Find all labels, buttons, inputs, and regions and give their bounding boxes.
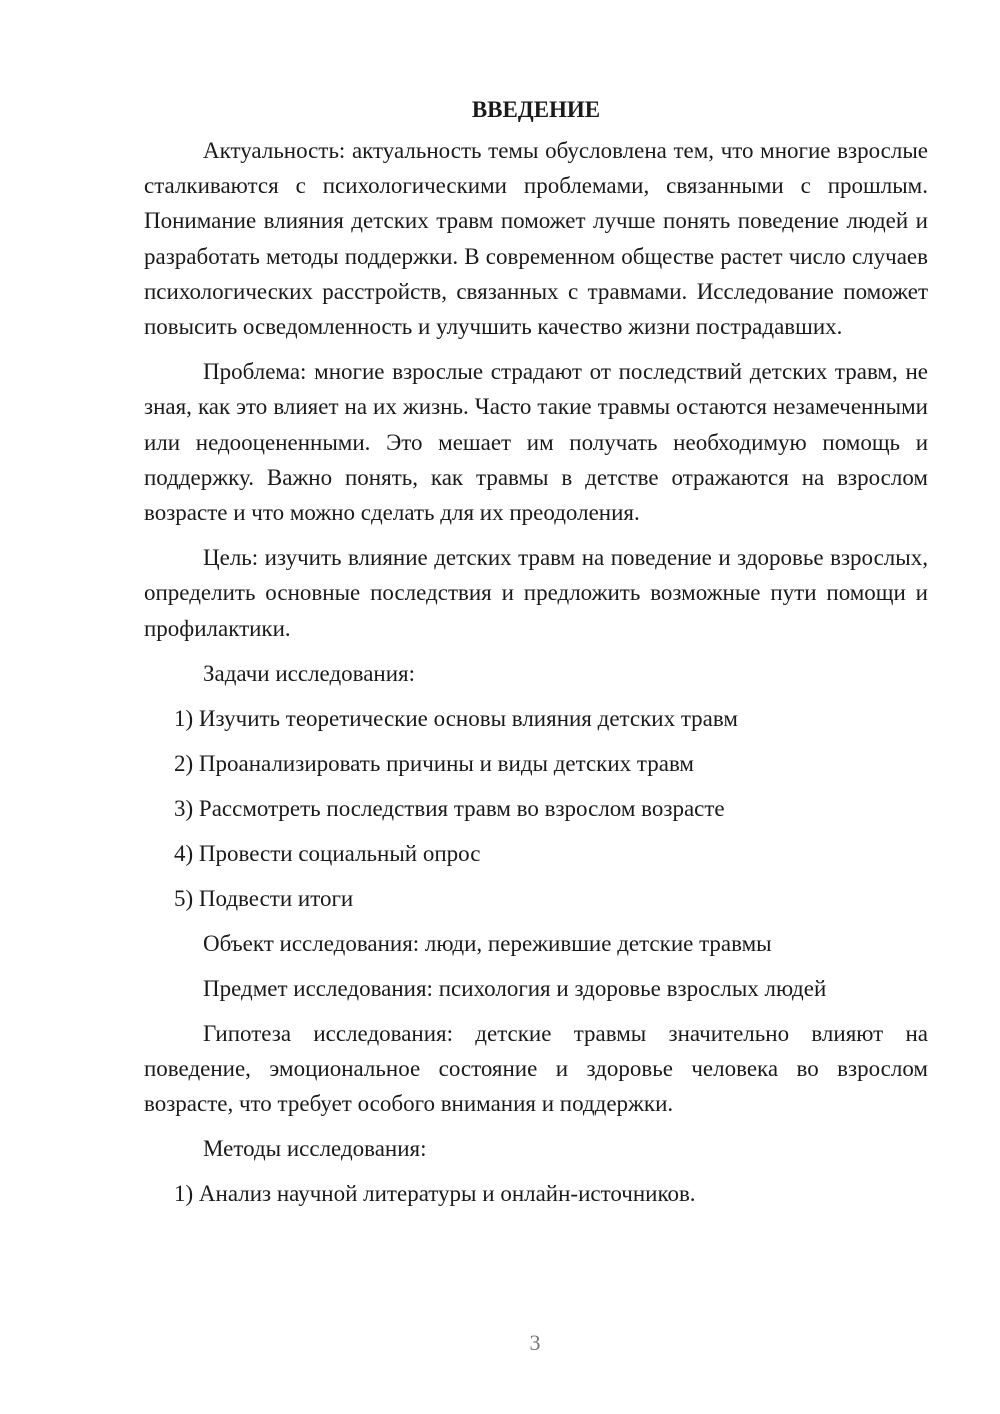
tasks-list <box>144 701 928 916</box>
list-item: 4) Провести социальный опрос <box>174 840 481 866</box>
methods-list <box>144 1176 928 1211</box>
research-object: Объект исследования: люди, пережившие детские травмы <box>203 930 772 956</box>
list-item: 3) Рассмотреть последствия травм во взрослом возрасте <box>174 795 725 821</box>
section-title: ВВЕДЕНИЕ <box>471 97 601 122</box>
list-item: 1) Анализ научной литературы и онлайн-источников. <box>174 1181 696 1207</box>
relevance-paragraph: Актуальность: актуальность темы обусловлена тем, что многие взрослые сталкиваются с психологическими проблемами, связанными с прошлым. Понимание влияния детских травм поможет лучше понять поведение людей и разработать методы поддержки. В современном обществе растет число случаев психологических расстройств, связанных с травмами. Исследование поможет повысить осведомленность и улучшить качество жизни пострадавших. <box>144 138 928 340</box>
list-item: 1) Изучить теоретические основы влияния детских травм <box>174 705 738 731</box>
tasks-heading: Задачи исследования: <box>203 660 416 686</box>
list-item: 2) Проанализировать причины и виды детских травм <box>174 750 694 776</box>
goal-paragraph: Цель: изучить влияние детских травм на поведение и здоровье взрослых, определить основные последствия и предложить возможные пути помощи и профилактики. <box>144 545 928 641</box>
research-subject: Предмет исследования: психология и здоровье взрослых людей <box>203 975 827 1001</box>
page-number: 3 <box>529 1330 541 1355</box>
list-item: 5) Подвести итоги <box>174 885 354 911</box>
hypothesis-paragraph: Гипотеза исследования: детские травмы значительно влияют на поведение, эмоциональное состояние и здоровье человека во взрослом возрасте, что требует особого внимания и поддержки. <box>144 1020 928 1117</box>
problem-paragraph: Проблема: многие взрослые страдают от последствий детских травм, не зная, как это влияет на их жизнь. Часто такие травмы остаются незамеченными или недооцененными. Это мешает им получать необходимую помощь и поддержку. Важно понять, как травмы в детстве отражаются на взрослом возрасте и что можно сделать для их преодоления. <box>144 359 928 526</box>
methods-heading: Методы исследования: <box>203 1136 427 1162</box>
document-page <box>144 92 928 1221</box>
